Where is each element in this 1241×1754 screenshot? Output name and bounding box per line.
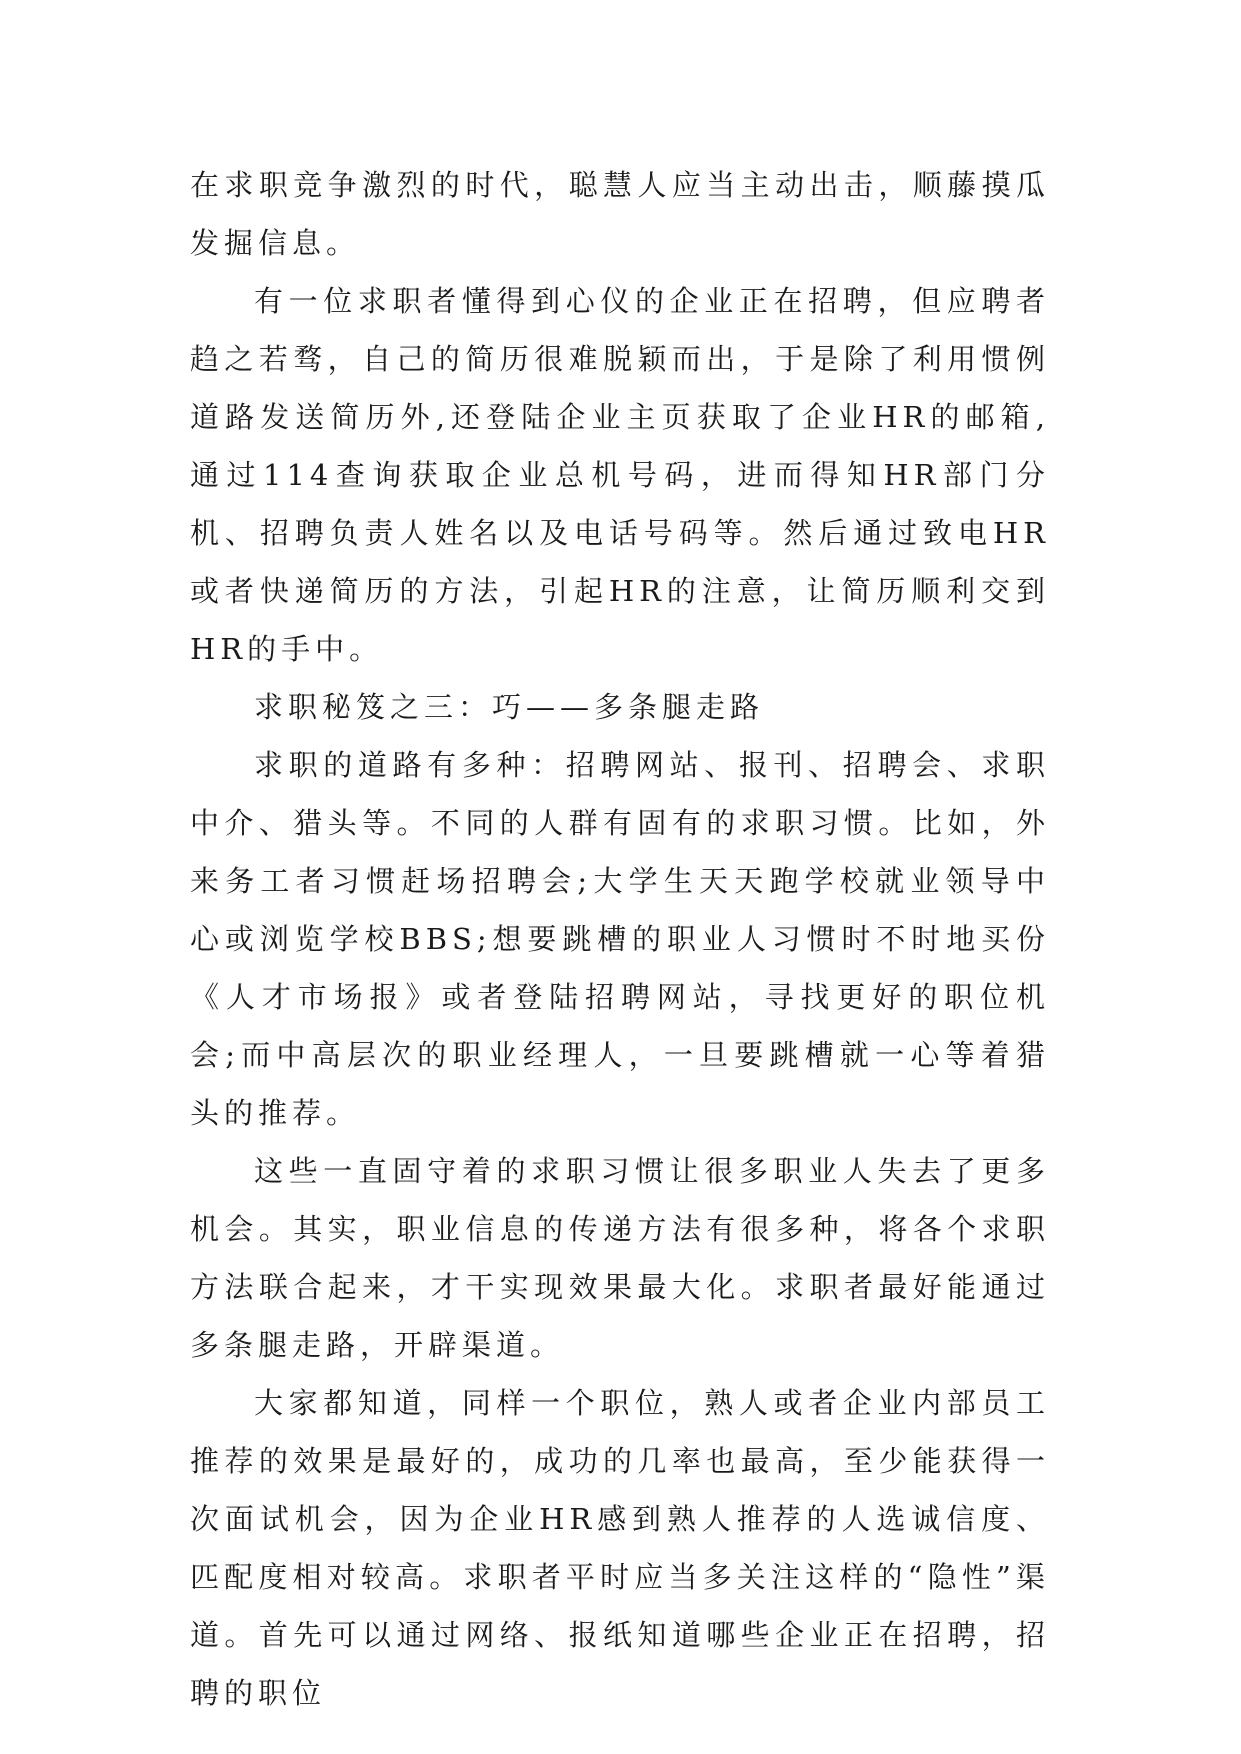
paragraph-1: 在求职竞争激烈的时代，聪慧人应当主动出击，顺藤摸瓜发掘信息。 — [190, 168, 1050, 260]
paragraph-5: 大家都知道，同样一个职位，熟人或者企业内部员工推荐的效果是最好的，成功的几率也最高，至少能获得一次面试机会，因为企业HR感到熟人推荐的人选诚信度、匹配度相对较高。求职者平时应当多关注这样的“隐性”渠道。首先可以通过网络、报纸知道哪些企业正在招聘，招聘的职位 — [190, 1386, 1050, 1710]
paragraph-2: 有一位求职者懂得到心仪的企业正在招聘，但应聘者趋之若骛，自己的简历很难脱颖而出，于是除了利用惯例道路发送简历外,还登陆企业主页获取了企业HR的邮箱,通过114查询获取企业总机号码，进而得知HR部门分机、招聘负责人姓名以及电话号码等。然后通过致电HR或者快递简历的方法，引起HR的注意，让简历顺利交到HR的手中。 — [190, 284, 1050, 666]
section-heading: 求职秘笈之三：巧——多条腿走路 — [254, 690, 765, 724]
document-body — [190, 156, 1050, 1722]
paragraph-3: 求职的道路有多种：招聘网站、报刊、招聘会、求职中介、猎头等。不同的人群有固有的求职习惯。比如，外来务工者习惯赶场招聘会;大学生天天跑学校就业领导中心或浏览学校BBS;想要跳槽的职业人习惯时不时地买份《人才市场报》或者登陆招聘网站，寻找更好的职位机会;而中高层次的职业经理人，一旦要跳槽就一心等着猎头的推荐。 — [190, 748, 1050, 1130]
paragraph-4: 这些一直固守着的求职习惯让很多职业人失去了更多机会。其实，职业信息的传递方法有很多种，将各个求职方法联合起来，才干实现效果最大化。求职者最好能通过多条腿走路，开辟渠道。 — [190, 1154, 1050, 1362]
